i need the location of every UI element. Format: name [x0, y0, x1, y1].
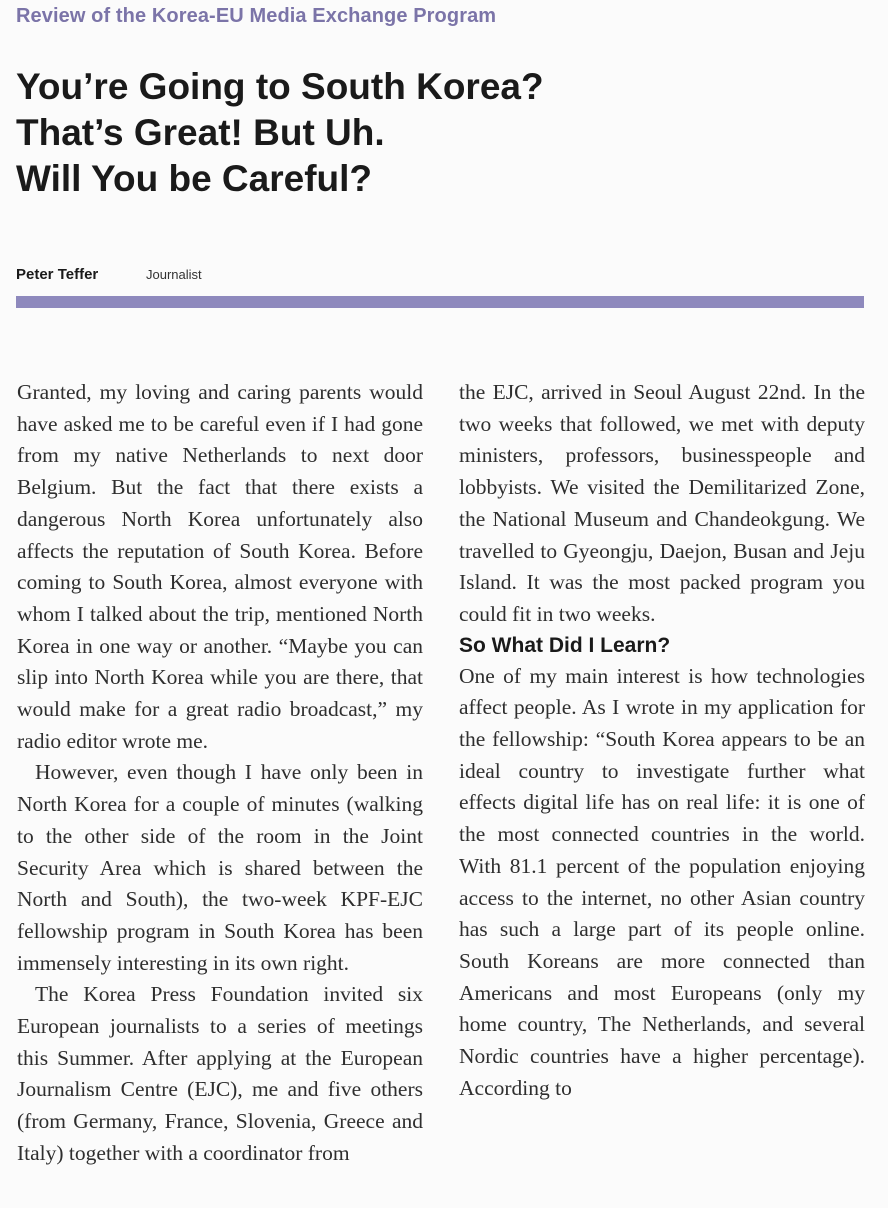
- title-line-1: You’re Going to South Korea?: [16, 66, 544, 107]
- paragraph: One of my main interest is how technologies affect people. As I wrote in my application for the fellowship: “South Korea appears to be an ideal country to investigate further what effects digital life has on real life: it is one of the most connected countries in the world. With 81.1 percent of the population enjoying access to the internet, no other Asian country has such a large part of its people online. South Koreans are more connected than Americans and most Europeans (only my home country, The Netherlands, and several Nordic countries have a higher percentage). According to: [459, 663, 865, 1100]
- paragraph: Granted, my loving and caring parents would have asked me to be careful even if I had gone from my native Netherlands to next door Belgium. But the fact that there exists a dangerous North Korea unfortunately also affects the reputation of South Korea. Before coming to South Korea, almost everyone with whom I talked about the trip, mentioned North Korea in one way or another. “Maybe you can slip into North Korea while you are there, that would make for a great radio broadcast,” my radio editor wrote me.: [17, 380, 423, 753]
- right-column: [459, 377, 865, 1104]
- title-line-3: Will You be Careful?: [16, 158, 372, 199]
- divider-bar: [16, 296, 864, 308]
- left-column: [17, 377, 423, 1170]
- author-role: Journalist: [146, 267, 202, 282]
- section-heading: So What Did I Learn?: [459, 633, 671, 657]
- author-name: Peter Teffer: [16, 266, 99, 283]
- byline: [16, 266, 202, 284]
- title-line-2: That’s Great! But Uh.: [16, 112, 385, 153]
- paragraph: However, even though I have only been in North Korea for a couple of minutes (walking to the other side of the room in the Joint Security Area which is shared between the North and South), the two-week KPF-EJC fellowship program in South Korea has been immensely interesting in its own right.: [17, 760, 423, 975]
- paragraph: the EJC, arrived in Seoul August 22nd. In the two weeks that followed, we met with deputy ministers, professors, businesspeople and lobbyists. We visited the Demilitarized Zone, the National Museum and Chandeokgung. We travelled to Gyeongju, Daejon, Busan and Jeju Island. It was the most packed program you could fit in two weeks.: [459, 380, 865, 626]
- paragraph: The Korea Press Foundation invited six European journalists to a series of meetings this Summer. After applying at the European Journalism Centre (EJC), me and five others (from Germany, France, Slovenia, Greece and Italy) together with a coordinator from: [17, 982, 423, 1165]
- series-header: Review of the Korea-EU Media Exchange Program: [16, 5, 497, 27]
- article-title: [16, 64, 836, 202]
